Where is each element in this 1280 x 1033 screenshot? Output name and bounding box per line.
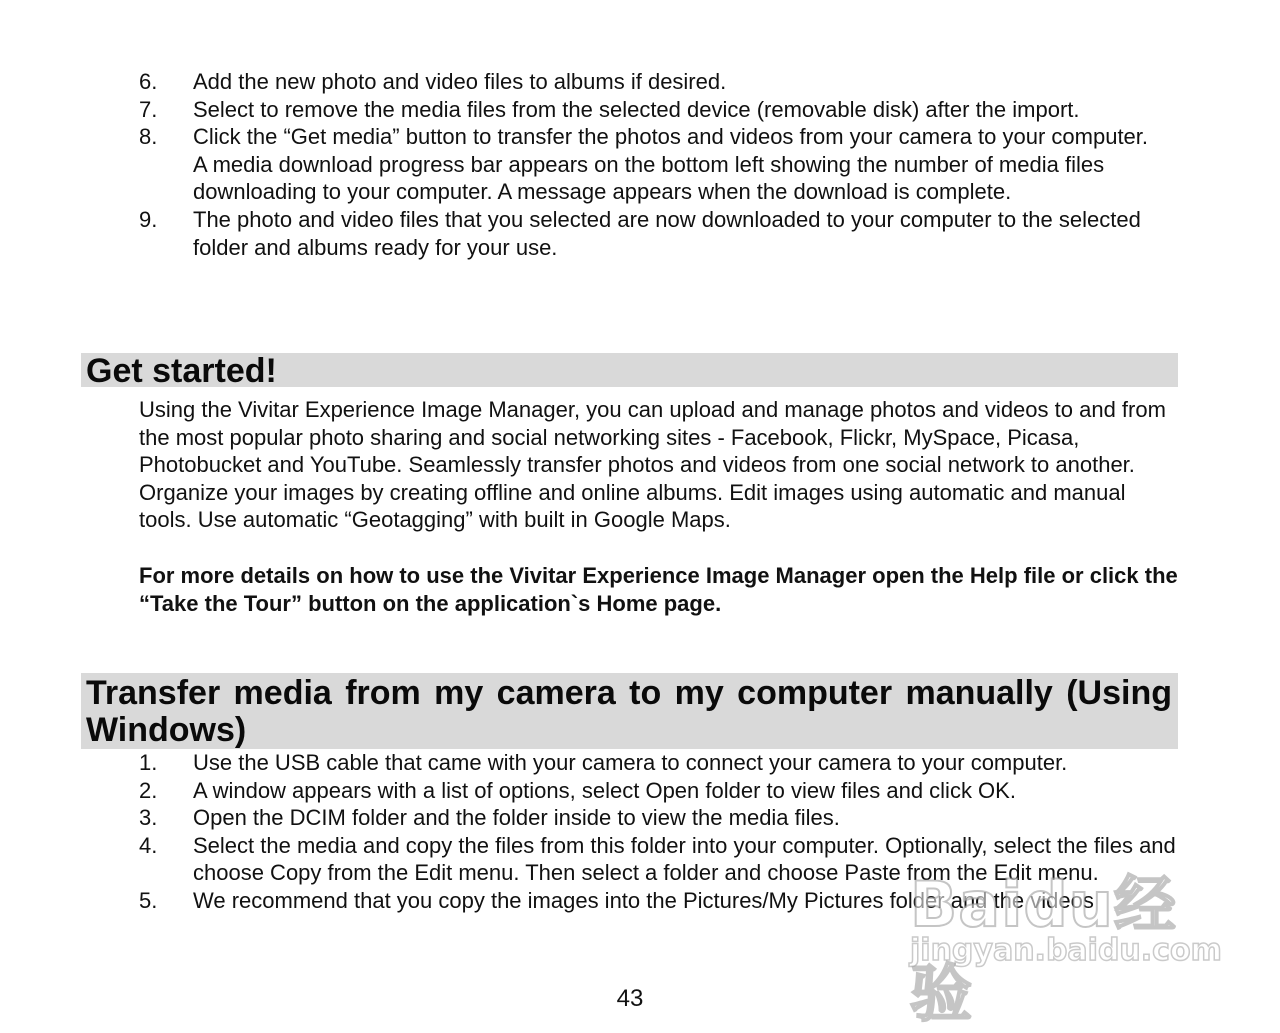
list-item-number: 3.: [139, 805, 158, 831]
list-item-text: Use the USB cable that came with your camera to connect your camera to your computer.: [193, 750, 1068, 775]
list-item: [139, 96, 1179, 124]
list-item-text: We recommend that you copy the images into the Pictures/My Pictures folder and the videos: [193, 887, 1094, 913]
list-item-text: Select the media and copy the files from this folder into your computer. Optionally, select the files and choose Copy from the Edit menu. Then select a folder and choose Paste from the Edit menu.: [193, 832, 1176, 886]
list-item-text: Open the DCIM folder and the folder inside to view the media files.: [193, 805, 840, 831]
list-item-number: 1.: [139, 750, 158, 775]
list-item: [139, 123, 1179, 206]
section-heading-transfer-media: Transfer media from my camera to my computer manually (Using Windows): [81, 673, 1178, 749]
help-note-paragraph: For more details on how to use the Vivitar Experience Image Manager open the Help file or click the “Take the Tour” button on the application`s Home page.: [139, 563, 1178, 616]
list-item-number: 4.: [139, 832, 158, 858]
section-heading-get-started: Get started!: [81, 353, 1178, 387]
list-item: [139, 804, 1179, 832]
list-item: [139, 206, 1179, 261]
watermark-url-text: jingyan.baidu.com: [910, 933, 1222, 968]
list-item-number: 7.: [139, 96, 158, 122]
list-item-number: 6.: [139, 69, 158, 94]
numbered-list-continued: [139, 68, 1179, 261]
list-item: [139, 832, 1179, 887]
list-item: [139, 887, 1179, 915]
list-item-number: 5.: [139, 887, 158, 913]
list-item-text: A window appears with a list of options, select Open folder to view files and click OK.: [193, 777, 1016, 803]
list-item-note: A media download progress bar appears on the bottom left showing the number of media files downloading to your computer. A message appears when the download is complete.: [193, 151, 1105, 205]
list-item-text: Add the new photo and video files to albums if desired.: [193, 69, 727, 94]
list-item: [139, 777, 1179, 805]
list-item: [139, 68, 1179, 96]
intro-paragraph: Using the Vivitar Experience Image Manager, you can upload and manage photos and videos to and from the most popular photo sharing and social networking sites - Facebook, Flickr, MySpace, Picasa, Photobucket and YouTube. Seamlessly transfer photos and videos from one social network to another. Organize your images by creating offline and online albums. Edit images using automatic and manual tools. Use automatic “Geotagging” with built in Google Maps.: [139, 397, 1166, 533]
list-item-number: 2.: [139, 777, 158, 803]
list-item-number: 9.: [139, 206, 158, 232]
watermark-logo-text: Baidu经验: [910, 868, 1177, 1030]
list-item-number: 8.: [139, 124, 158, 150]
list-item: [139, 749, 1179, 777]
page-number: 43: [616, 985, 644, 1012]
list-item-text: Select to remove the media files from the selected device (removable disk) after the import.: [193, 96, 1080, 122]
list-item-text: Click the “Get media” button to transfer the photos and videos from your camera to your computer.: [193, 124, 1149, 150]
numbered-list-transfer-steps: [139, 749, 1179, 915]
list-item-text: The photo and video files that you selected are now downloaded to your computer to the selected folder and albums ready for your use.: [193, 206, 1141, 260]
